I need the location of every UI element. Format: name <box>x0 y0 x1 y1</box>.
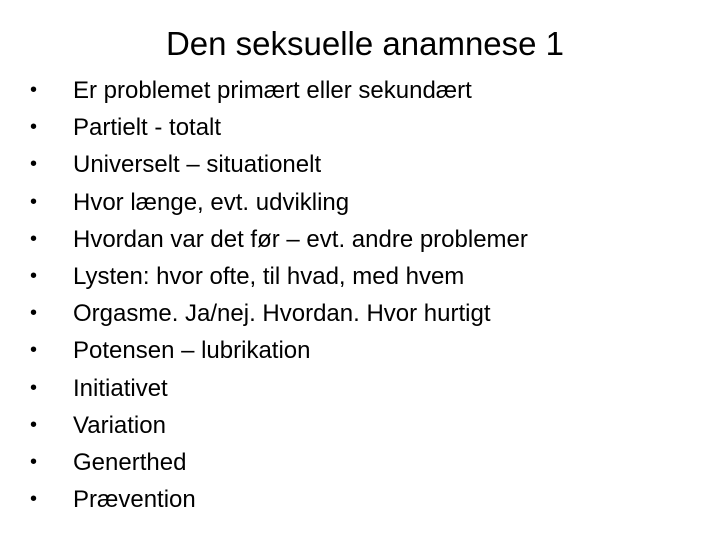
bullet-text: Orgasme. Ja/nej. Hvordan. Hvor hurtigt <box>73 300 491 328</box>
bullet-list <box>30 72 710 518</box>
bullet-icon: • <box>30 413 38 436</box>
bullet-text: Variation <box>73 411 166 439</box>
bullet-icon: • <box>30 376 38 399</box>
bullet-icon: • <box>30 450 38 473</box>
bullet-item <box>30 258 710 295</box>
bullet-text: Generthed <box>73 448 187 476</box>
bullet-icon: • <box>30 339 38 362</box>
slide-title: Den seksuelle anamnese 1 <box>165 25 565 62</box>
bullet-icon: • <box>30 264 38 287</box>
bullet-icon: • <box>30 190 38 213</box>
bullet-icon: • <box>30 153 38 176</box>
bullet-item <box>30 72 710 109</box>
bullet-item <box>30 332 710 369</box>
bullet-item <box>30 295 710 332</box>
bullet-item <box>30 109 710 146</box>
bullet-text: Er problemet primært eller sekundært <box>73 77 472 104</box>
bullet-item <box>30 146 710 183</box>
bullet-item <box>30 221 710 258</box>
bullet-text: Universelt – situationelt <box>73 151 322 179</box>
bullet-item <box>30 481 710 518</box>
bullet-icon: • <box>30 116 38 139</box>
bullet-text: Hvordan var det før – evt. andre problemer <box>73 225 528 253</box>
bullet-icon: • <box>30 79 38 101</box>
bullet-text: Initiativet <box>73 374 168 402</box>
bullet-text: Hvor længe, evt. udvikling <box>73 188 350 216</box>
bullet-item <box>30 444 710 481</box>
bullet-icon: • <box>30 302 38 325</box>
bullet-text: Potensen – lubrikation <box>73 337 311 365</box>
bullet-item <box>30 407 710 444</box>
bullet-text: Lysten: hvor ofte, til hvad, med hvem <box>73 262 465 290</box>
bullet-item <box>30 184 710 221</box>
bullet-text: Partielt - totalt <box>73 114 222 142</box>
bullet-item <box>30 370 710 407</box>
bullet-text: Prævention <box>73 486 196 514</box>
bullet-icon: • <box>30 488 38 511</box>
bullet-icon: • <box>30 227 38 250</box>
